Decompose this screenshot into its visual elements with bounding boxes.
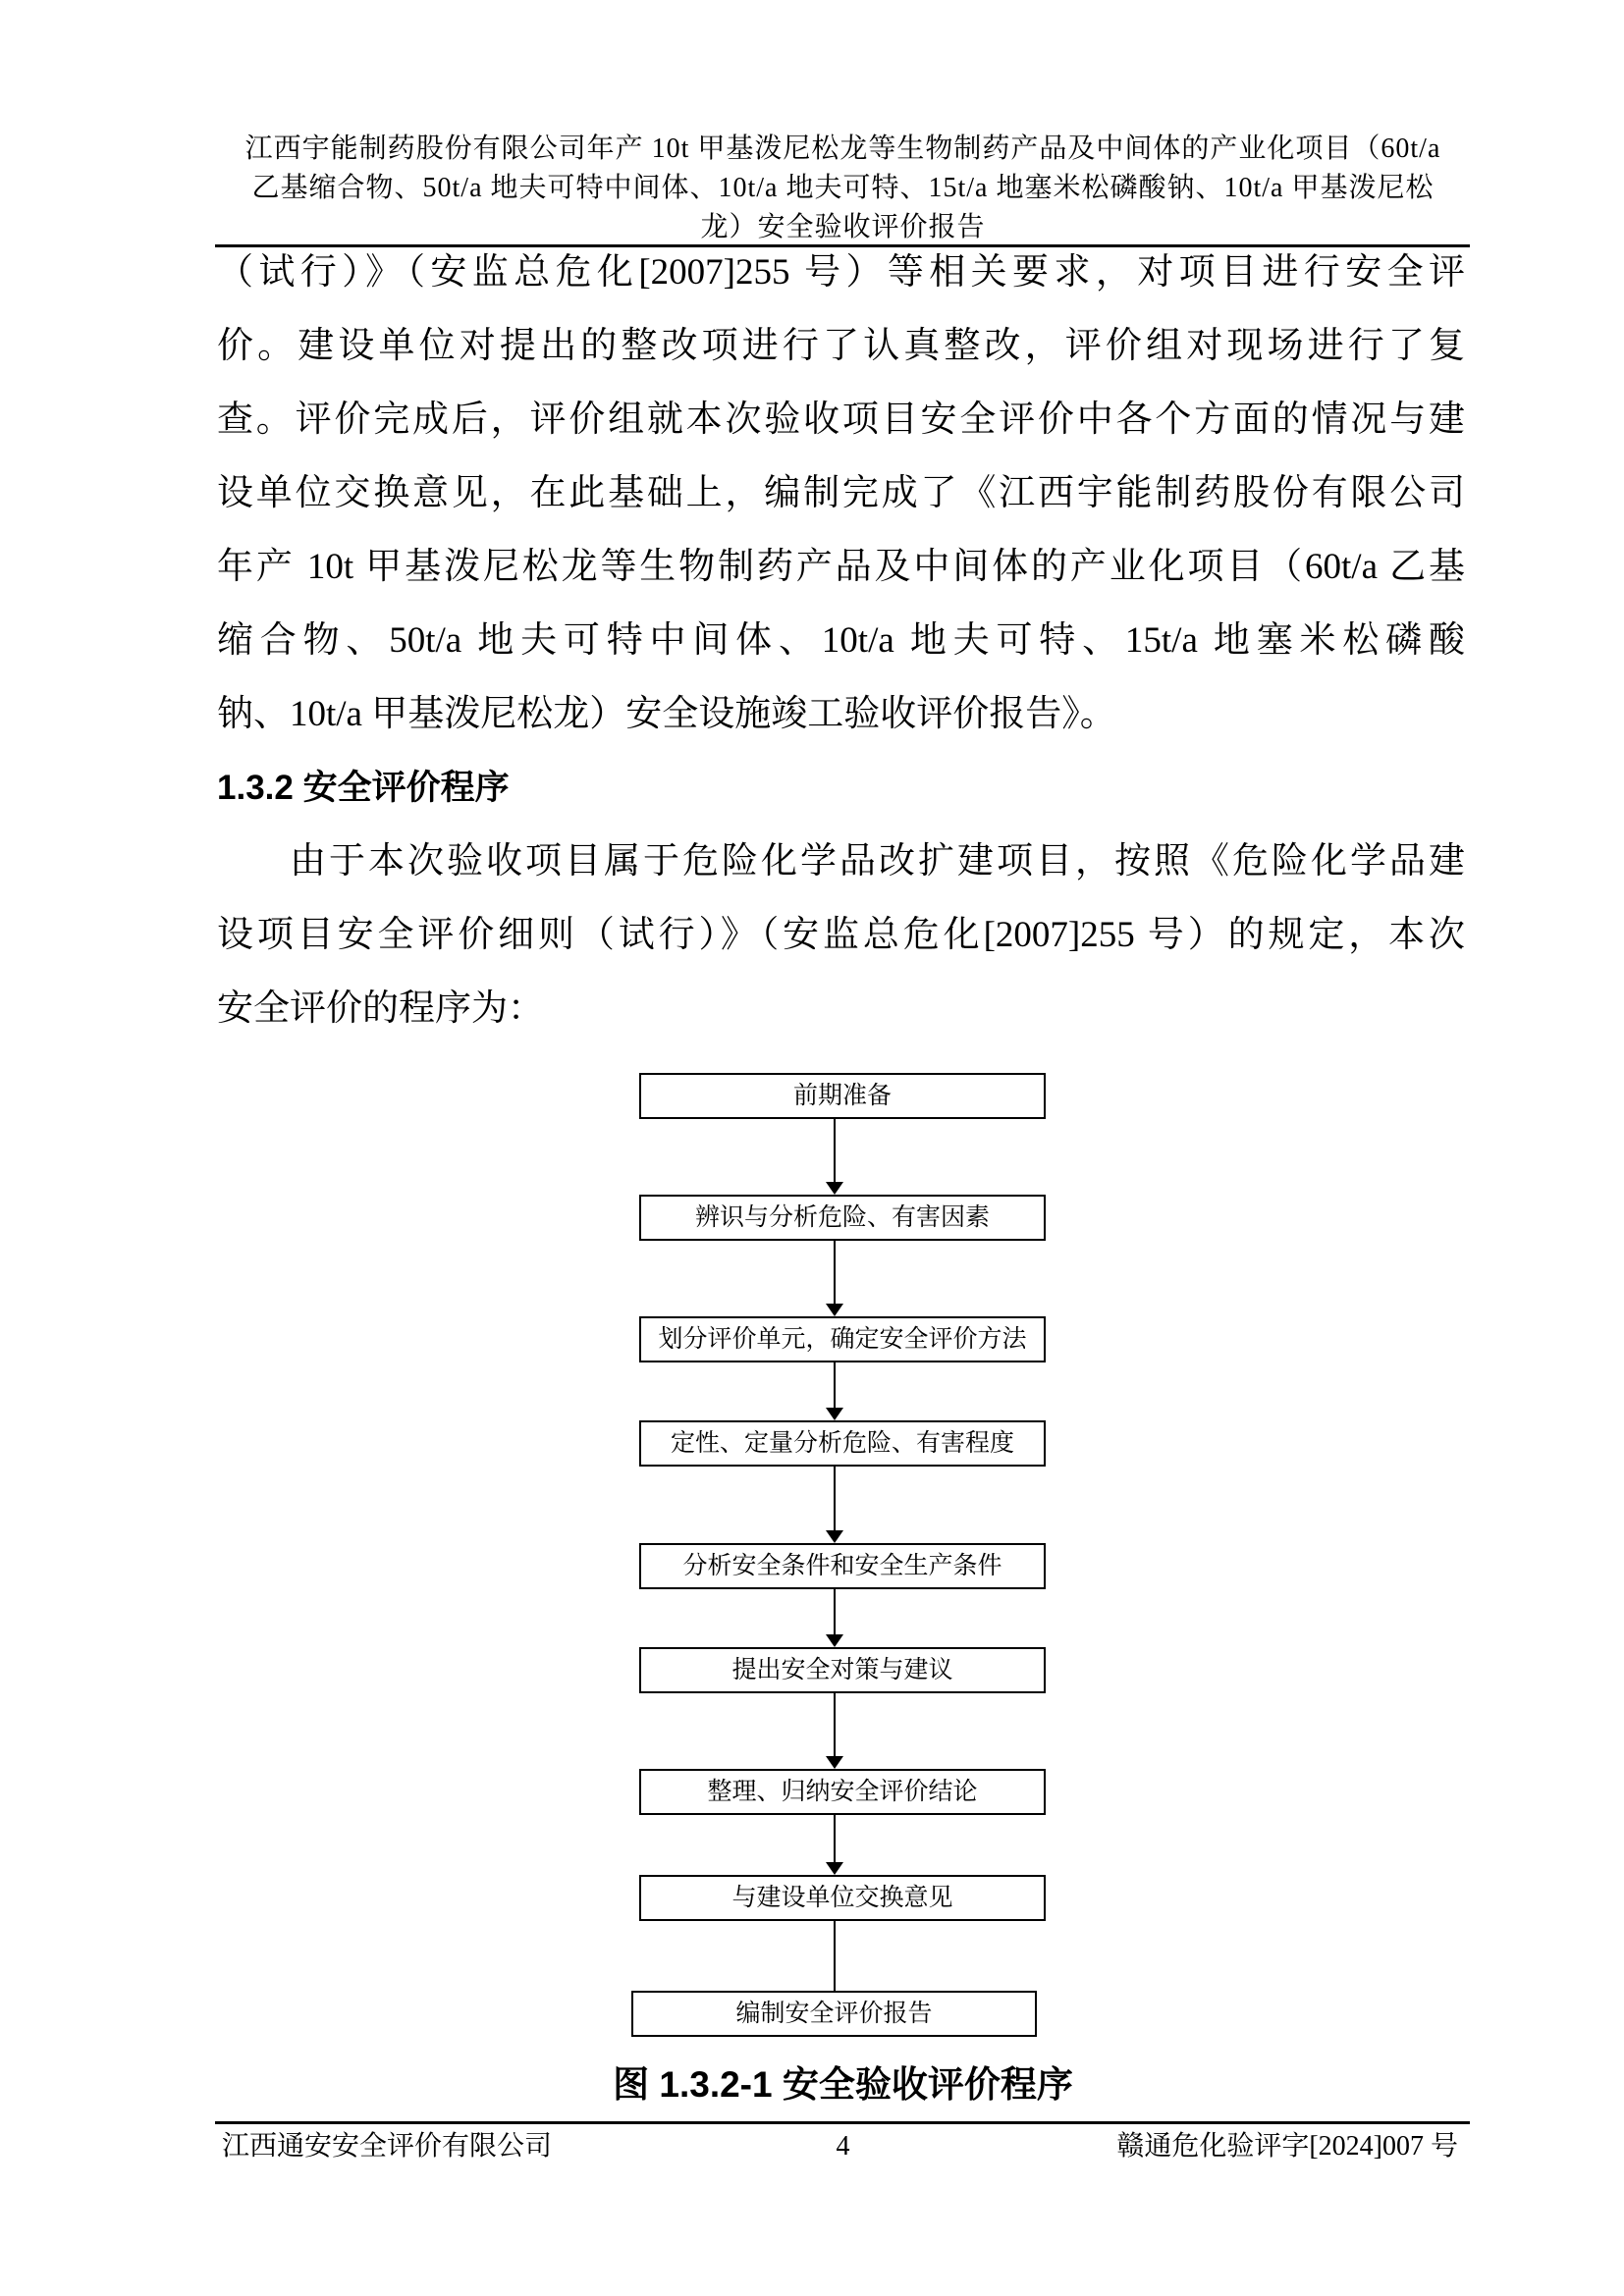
flow-connector	[834, 1693, 836, 1756]
flow-connector	[834, 1815, 836, 1862]
page-footer	[216, 2124, 1470, 2169]
flow-step-8: 与建设单位交换意见	[639, 1875, 1046, 1921]
flow-step-1: 前期准备	[639, 1073, 1046, 1119]
flow-connector	[834, 1921, 836, 1991]
flow-connector	[834, 1241, 836, 1304]
flow-step-4: 定性、定量分析危险、有害程度	[639, 1420, 1046, 1467]
section-heading: 1.3.2 安全评价程序	[217, 769, 510, 807]
footer-company: 江西通安安全评价有限公司	[222, 2131, 553, 2162]
flow-step-2: 辨识与分析危险、有害因素	[639, 1195, 1046, 1241]
flow-step-3: 划分评价单元，确定安全评价方法	[639, 1316, 1046, 1362]
arrow-down-icon	[826, 1862, 843, 1875]
body-line: （试行）》（安监总危化[2007]255 号）等相关要求，对项目进行安全评	[217, 252, 1465, 293]
header-line: 龙）安全验收评价报告	[700, 212, 986, 242]
header-line: 乙基缩合物、50t/a 地夫可特中间体、10t/a 地夫可特、15t/a 地塞米松磷酸钠、10t/a 甲基泼尼松	[251, 173, 1435, 203]
footer-doc-number: 赣通危化验评字[2024]007 号	[1116, 2131, 1458, 2162]
body-line: 设单位交换意见，在此基础上，编制完成了《江西宇能制药股份有限公司	[217, 473, 1465, 513]
page-header	[216, 130, 1470, 247]
flow-connector	[834, 1119, 836, 1182]
flow-step-6: 提出安全对策与建议	[639, 1647, 1046, 1693]
flow-step-7: 整理、归纳安全评价结论	[639, 1769, 1046, 1815]
body-line: 缩合物、50t/a 地夫可特中间体、10t/a 地夫可特、15t/a 地塞米松磷酸	[217, 620, 1465, 661]
figure-caption: 图 1.3.2-1 安全验收评价程序	[613, 2064, 1073, 2105]
flow-step-9: 编制安全评价报告	[631, 1991, 1037, 2037]
flow-connector	[834, 1467, 836, 1530]
body-line: 安全评价的程序为：	[217, 988, 544, 1029]
arrow-down-icon	[826, 1530, 843, 1543]
arrow-down-icon	[826, 1182, 843, 1195]
body-line: 价。建设单位对提出的整改项进行了认真整改，评价组对现场进行了复	[217, 326, 1465, 366]
arrow-down-icon	[826, 1756, 843, 1769]
arrow-down-icon	[826, 1634, 843, 1647]
flow-connector	[834, 1589, 836, 1634]
flow-connector	[834, 1362, 836, 1408]
body-line: 设项目安全评价细则（试行）》（安监总危化[2007]255 号）的规定，本次	[217, 915, 1465, 955]
body-line: 由于本次验收项目属于危险化学品改扩建项目，按照《危险化学品建	[290, 841, 1465, 881]
body-line: 查。评价完成后，评价组就本次验收项目安全评价中各个方面的情况与建	[217, 400, 1465, 440]
arrow-down-icon	[826, 1304, 843, 1316]
flow-step-5: 分析安全条件和安全生产条件	[639, 1543, 1046, 1589]
arrow-down-icon	[826, 1408, 843, 1420]
header-line: 江西宇能制药股份有限公司年产 10t 甲基泼尼松龙等生物制药产品及中间体的产业化项目（60t/a	[244, 133, 1441, 164]
body-line: 钠、10t/a 甲基泼尼松龙）安全设施竣工验收评价报告》。	[217, 694, 1116, 734]
body-line: 年产 10t 甲基泼尼松龙等生物制药产品及中间体的产业化项目（60t/a 乙基	[217, 547, 1465, 587]
page-number: 4	[836, 2131, 850, 2162]
